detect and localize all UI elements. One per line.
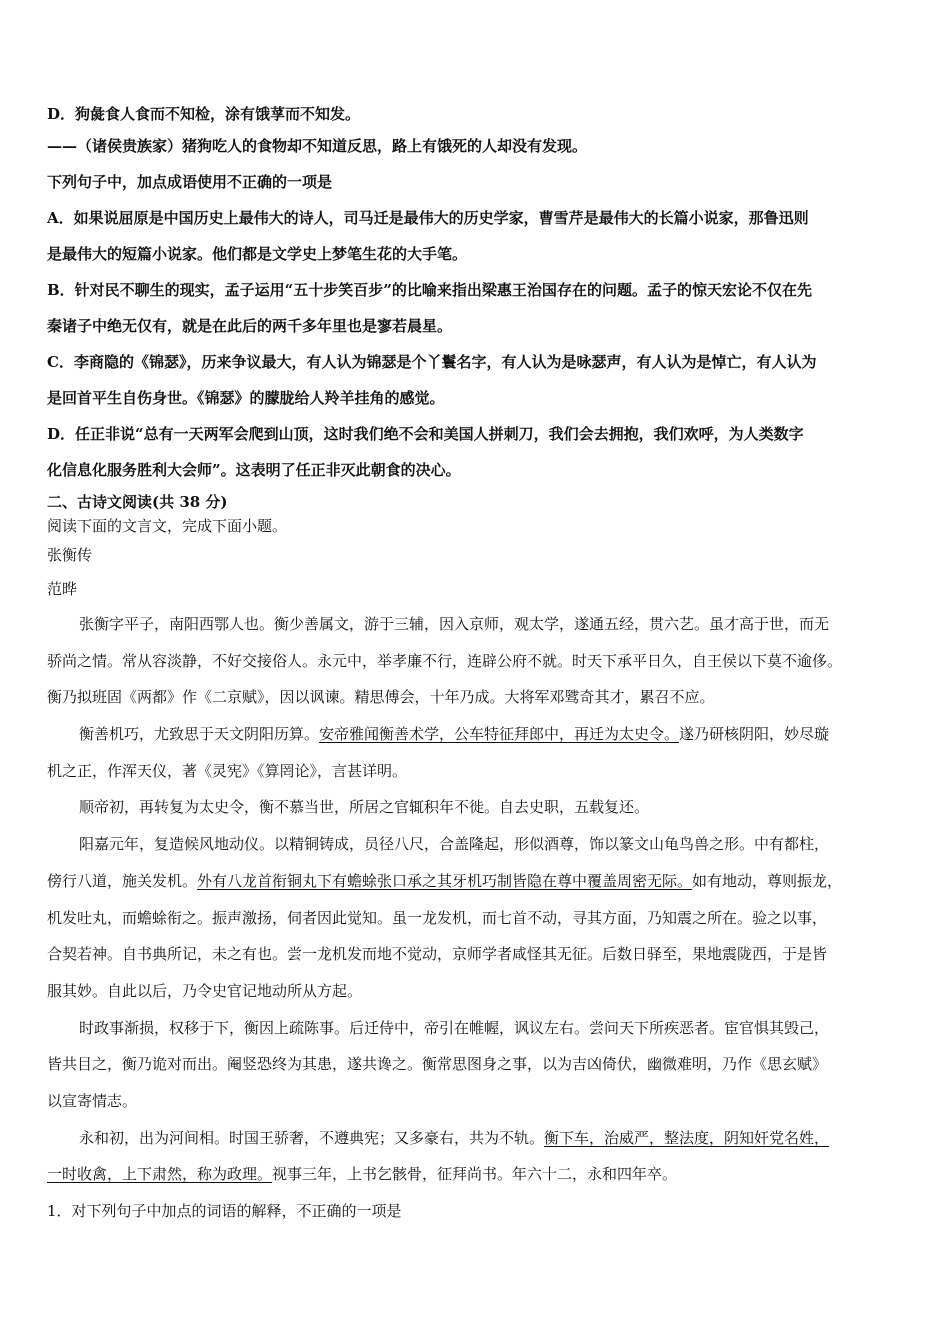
section-heading: 二、古诗文阅读(共 38 分) [47, 493, 228, 511]
passage-text: 永和初，出为河间相。时国王骄奢，不遵典宪；又多豪右，共为不轨。 [79, 1128, 545, 1147]
passage-line [47, 1120, 907, 1157]
passage-text: 如有地动，尊则振龙， [692, 871, 843, 890]
passage-line [47, 716, 907, 753]
option-a-line: A．如果说屈原是中国历史上最伟大的诗人，司马迁是最伟大的历史学家，曹雪芹是最伟大的长篇小说家，那鲁迅则 [47, 209, 809, 227]
option-label: D． [47, 105, 76, 123]
option-b-line: B．针对民不聊生的现实，孟子运用“五十步笑百步”的比喻来指出梁惠王治国存在的问题。孟子的惊天宏论不仅在先 [47, 281, 812, 299]
option-text: 狗彘食人食而不知检，涂有饿莩而不知发。 [75, 105, 361, 123]
passage-line: 合契若神。自书典所记，未之有也。尝一龙机发而地不觉动，京师学者咸怪其无征。后数日驿至，果地震陇西，于是皆 [47, 945, 828, 964]
underlined-sentence: 安帝雅闻衡善术学，公车特征拜郎中，再迁为太史令。 [319, 725, 680, 744]
passage-line: 皆共目之，衡乃诡对而出。阉竖恐终为其患，遂共谗之。衡常思图身之事，以为吉凶倚伏，幽微难明，乃作《思玄赋》 [47, 1055, 828, 1074]
section-instruction: 阅读下面的文言文，完成下面小题。 [47, 517, 288, 535]
passage-line: 以宣寄情志。 [47, 1091, 138, 1110]
underlined-sentence: 外有八龙首衔铜丸下有蟾蜍张口承之其牙机巧制皆隐在尊中覆盖周密无际。 [197, 871, 693, 890]
option-d-line: 化信息化服务胜利大会师”。这表明了任正非灭此朝食的决心。 [47, 461, 461, 479]
passage-line: 衡乃拟班固《两都》作《二京赋》，因以讽谏。精思傅会，十年乃成。大将军邓骘奇其才，累召不应。 [47, 688, 715, 707]
passage-line: 骄尚之情。常从容淡静，不好交接俗人。永元中，举孝廉不行，连辟公府不就。时天下承平日久，自王侯以下莫不逾侈。 [47, 651, 843, 670]
option-c-line: C．李商隐的《锦瑟》，历来争议最大，有人认为锦瑟是个丫鬟名字，有人认为是咏瑟声，有人认为是悼亡，有人认为 [47, 353, 817, 371]
option-b-line: 秦诸子中绝无仅有，就是在此后的两千多年里也是寥若晨星。 [47, 317, 453, 335]
option-d-line: D．任正非说“总有一天两军会爬到山顶，这时我们绝不会和美国人拼刺刀，我们会去拥抱，我们欢呼，为人类数字 [47, 425, 804, 443]
underlined-sentence: 衡下车，治威严，整法度，阴知奸党名姓， [544, 1128, 830, 1147]
question-stem: 下列句子中，加点成语使用不正确的一项是 [47, 173, 333, 191]
passage-line [47, 1156, 907, 1193]
passage-line: 机发吐丸，而蟾蜍衔之。振声激扬，伺者因此觉知。虽一龙发机，而七首不动，寻其方面，乃知震之所在。验之以事， [47, 908, 828, 927]
passage-text: 傍行八道，施关发机。 [47, 871, 198, 890]
passage-line: 阳嘉元年，复造候风地动仪。以精铜铸成，员径八尺，合盖隆起，形似酒尊，饰以篆文山龟鸟兽之形。中有都柱， [79, 835, 830, 854]
passage-author: 范晔 [47, 580, 78, 598]
passage-title: 张衡传 [47, 546, 93, 564]
passage-line: 机之正，作浑天仪，著《灵宪》《算罔论》，言甚详明。 [47, 761, 408, 780]
passage-text: 遂乃研核阴阳，妙尽璇 [679, 725, 830, 744]
passage-line [47, 863, 907, 900]
document-page [47, 100, 907, 1229]
passage-text: 视事三年，上书乞骸骨，征拜尚书。年六十二，永和四年卒。 [272, 1165, 678, 1184]
passage-body [47, 606, 907, 1193]
option-c-line: 是回首平生自伤身世。《锦瑟》的朦胧给人羚羊挂角的感觉。 [47, 389, 445, 407]
passage-text: 衡善机巧，尤致思于天文阴阳历算。 [79, 725, 320, 744]
passage-line: 顺帝初，再转复为太史令，衡不慕当世，所居之官辄积年不徙。自去史职，五载复还。 [79, 798, 650, 817]
option-d-previous [47, 100, 907, 128]
passage-line: 时政事渐损，权移于下，衡因上疏陈事。后迁侍中，帝引在帷幄，讽议左右。尝问天下所疾恶者。宦官惧其毁己， [79, 1018, 830, 1037]
underlined-sentence: 一时收禽，上下肃然，称为政理。 [47, 1165, 273, 1184]
option-a-line: 是最伟大的短篇小说家。他们都是文学史上梦笔生花的大手笔。 [47, 245, 468, 263]
passage-line: 服其妙。自此以后，乃令史官记地动所从方起。 [47, 981, 363, 1000]
question-1-stem: 1．对下列句子中加点的词语的解释，不正确的一项是 [47, 1202, 402, 1220]
option-d-gloss: ——（诸侯贵族家）猪狗吃人的食物却不知道反思，路上有饿死的人却没有发现。 [47, 137, 588, 155]
passage-line: 张衡字平子，南阳西鄂人也。衡少善属文，游于三辅，因入京师，观太学，遂通五经，贯六艺。虽才高于世，而无 [79, 615, 830, 633]
